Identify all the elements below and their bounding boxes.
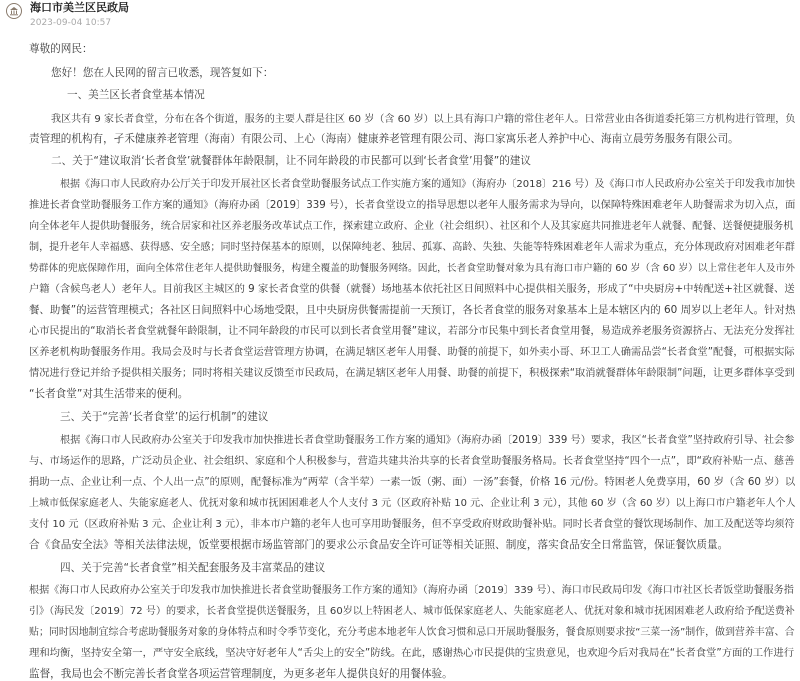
letter-line: 餐、助餐”的运营管理模式；各社区日间照料中心场地受限，且中央厨房供餐需提前一天预订，各长者食堂的服务对象基本上是本辖区内的 60 周岁以上老年人。针对热 [29,304,796,316]
section-heading-1: 一、美兰区长者食堂基本情况 [67,89,205,101]
post-header [0,0,800,34]
section-heading-3: 三、关于“完善‘长者食堂’的运行机制”的建议 [60,411,269,423]
letter-line: 监督，我局也会不断完善长者食堂各项运营管理制度，为更多老年人提供良好的用餐体验。 [29,668,453,680]
letter-line: 制，提升老年人幸福感、获得感、安全感；同时坚持保基本的原则，以保障纯老、独居、孤寡、高龄、失独、失能等特殊困难老年人需求为重点，充分体现政府对困难老年群 [29,242,795,253]
letter-line: 责管理的机构有，孑禾健康养老管理（海南）有限公司、上心（海南）健康养老管理有限公司、海口家寓乐老人养护中心、海南立晨劳务服务有限公司。 [29,133,739,145]
letter-line: 理和均衡，坚持安全第一，严守安全底线，坚决守好老年人“舌尖上的安全”防线。在此，感谢热心市民提供的宝贵意见，也欢迎今后对我局在“长者食堂”方面的工作进行 [29,647,795,659]
organization-name[interactable]: 海口市美兰区民政局 [30,1,129,14]
letter-line: “长者食堂”对其生活带来的便利。 [29,388,189,400]
letter-line: 情况进行登记并给予提供相关服务；同时将相关建议反馈至市民政局，在满足辖区老年人用餐、助餐的前提下，积极探索“取消就餐群体年龄限制”问题，让更多群体享受到 [29,368,795,379]
letter-line: 与、市场运作的思路，广泛动员企业、社会组织、家庭和个人积极参与，营造共建共治共享的长者食堂助餐服务格局。长者食堂坚持“四个一点”，即“政府补贴一点、慈善 [29,455,795,467]
letter-line: 上城市低保家庭老人、失能家庭老人、优抚对象和城市抚困困难老人个人支付 3 元（区政府补贴 10 元、企业让利 3 元），其他 60 岁（含 60 岁）以上海口市户籍老年人个人 [29,498,796,509]
salutation: 尊敬的网民： [29,43,93,55]
letter-line: 心市民提出的“取消长者食堂就餐年龄限制，让不同年龄段的市民可以到长者食堂用餐”建议，若部分市民集中到长者食堂用餐，易造成养老服务资源挤占、无法充分发挥社 [29,326,795,337]
letter-line: 向全体老年人提供助餐服务，统合居家和社区养老服务改革试点工作，探索建立政府、企业（社会组织）、社区和个人及其家庭共同推进老年人就餐、配餐、送餐便捷服务机 [29,221,794,232]
letter-line: 合《食品安全法》等相关法律法规，饭堂要根据市场监管部门的要求公示食品安全许可证等相关证照、制度，落实食品安全日常监管，保证餐饮质量。 [29,539,729,551]
letter-line: 支付 10 元（区政府补贴 3 元、企业让利 3 元），非本市户籍的老年人也可享用助餐服务，但不享受政府财政助餐补贴。同时长者食堂的餐饮现场制作、加工及配送等均须符 [29,519,795,530]
opening-line: 您好！您在人民网的留言已收悉，现答复如下： [51,67,274,79]
letter-line: 根据《海口市人民政府办公室关于印发我市加快推进长者食堂助餐服务工作方案的通知》（海府办函〔2019〕339 号）要求，我区“长者食堂”坚持政府引导、社会参 [60,435,795,446]
government-emblem-icon [6,3,22,19]
letter-line: 户籍（含候鸟老人）老年人。目前我区主城区的 9 家长者食堂的供餐（就餐）场地基本依托社区日间照料中心提供相关服务，形成了“中央厨房+中转配送+社区就餐、送 [29,283,795,295]
letter-line: 区养老机构助餐服务作用。我局会及时与长者食堂运营管理方协调，在满足辖区老年人用餐、助餐的前提下，如外卖小哥、环卫工人确需品尝“长者食堂”配餐，可根据实际 [29,347,795,358]
section-heading-4: 四、关于完善“长者食堂”相关配套服务及丰富菜品的建议 [60,562,326,574]
post-timestamp: 2023-09-04 10:57 [30,18,112,28]
letter-line: 根据《海口市人民政府办公室关于印发我市加快推进长者食堂助餐服务工作方案的通知》（海府办函〔2019〕339 号）、海口市民政局印发《海口市社区长者饭堂助餐服务指 [29,585,794,596]
letter-line: 捐助一点、企业让利一点、个人出一点”的原则，配餐标准为“两荤（含半荤）一素一饭（粥、面）一汤”套餐，价格 16 元/份。特困老人免费享用，60 岁（含 60 岁）以 [29,476,796,488]
section-heading-2: 二、关于“建议取消‘长者食堂’就餐群体年龄限制，让不同年龄段的市民都可以到‘长者食堂’用餐”的建议 [51,155,531,167]
letter-line: 我区共有 9 家长者食堂，分布在各个街道，服务的主要人群是往区 60 岁（含 60 岁）以上具有海口户籍的常住老年人。日常营业由各街道委托第三方机构进行管理，负 [51,114,796,125]
letter-line: 引》（海民发〔2019〕72 号）的要求，长者食堂提供送餐服务，且 60岁以上特困老人、城市低保家庭老人、失能家庭老人、优抚对象和城市抚困困难老人政府给予配送费补 [29,606,795,617]
letter-line: 贴；同时因地制宜综合考虑助餐服务对象的身体特点和时令季节变化，充分考虑本地老年人饮食习惯和忌口开展助餐服务，餐食原则要求按“三菜一汤”制作，做到营养丰富、合 [29,627,795,638]
letter-line: 推进长者食堂助餐服务工作方案的通知》（海府办函〔2019〕339 号），长者食堂设立的指导思想以老年人服务需求为导向，以保障特殊困难老年人助餐需求为切入点，面 [29,199,796,211]
letter-line: 势群体的兜底保障作用，面向全体常住老年人提供助餐服务，构建全覆盖的助餐服务网络。因此，长者食堂助餐对象为具有海口市户籍的 60 岁（含 60 岁）以上常住老年人及市外 [29,263,795,274]
letter-line: 根据《海口市人民政府办公厅关于印发开展社区长者食堂助餐服务试点工作实施方案的通知》（海府办〔2018〕216 号）及《海口市人民政府办公室关于印发我市加快 [60,179,795,190]
